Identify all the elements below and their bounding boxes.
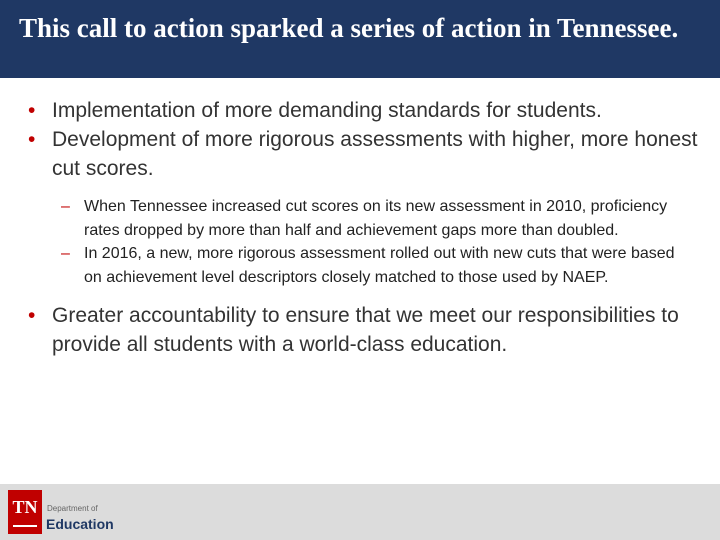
bullet-marker: • (28, 304, 36, 327)
bullet-item (0, 96, 720, 125)
sub-bullet-item (0, 242, 720, 289)
bullet-item (0, 125, 720, 183)
title-bar (0, 0, 720, 78)
sub-bullet-text: When Tennessee increased cut scores on its new assessment in 2010, proficiency rates dropped by more than half and achievement gaps more than doubled. (84, 198, 668, 239)
tn-education-logo (8, 490, 118, 534)
logo-department-text: Department of (47, 504, 98, 513)
slide-content (0, 96, 720, 359)
dash-marker: – (61, 245, 70, 262)
bullet-text: Development of more rigorous assessments with higher, more honest cut scores. (52, 128, 698, 180)
bullet-list (0, 96, 720, 183)
bullet-text: Greater accountability to ensure that we meet our responsibilities to provide all students with a world-class education. (52, 304, 679, 356)
bullet-list (0, 301, 720, 359)
bullet-marker: • (28, 128, 36, 151)
logo-education-text: Education (46, 516, 114, 532)
dash-marker: – (61, 198, 70, 215)
bullet-marker: • (28, 99, 36, 122)
tn-seal-icon (8, 490, 42, 534)
bullet-item (0, 301, 720, 359)
sub-bullet-item (0, 195, 720, 242)
sub-bullet-list (0, 195, 720, 289)
bullet-text: Implementation of more demanding standards for students. (52, 99, 602, 122)
logo-seal-text: TN (12, 497, 38, 517)
slide-title: This call to action sparked a series of action in Tennessee. (19, 13, 679, 43)
logo-seal-bar (13, 525, 37, 527)
sub-bullet-text: In 2016, a new, more rigorous assessment rolled out with new cuts that were based on achievement level descriptors closely matched to those used by NAEP. (84, 245, 675, 286)
